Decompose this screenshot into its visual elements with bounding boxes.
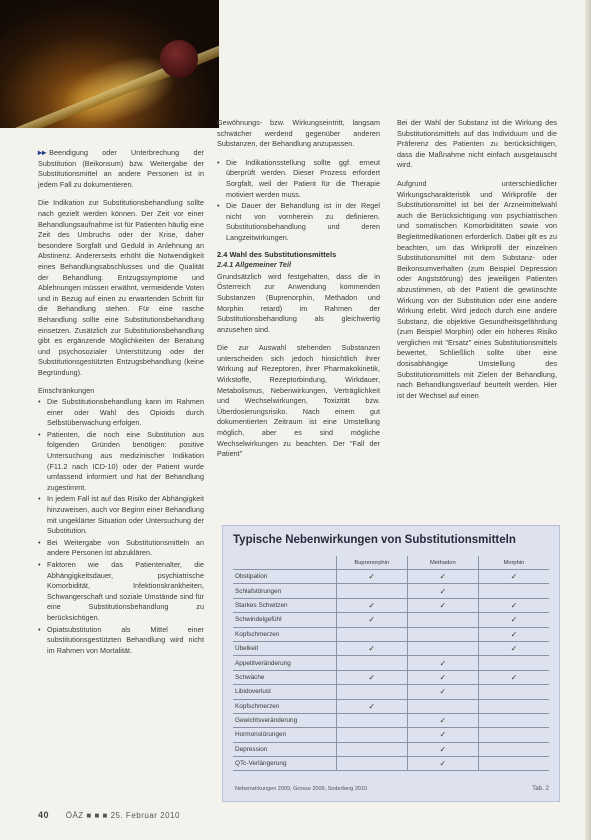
check-mark-icon [336,714,407,727]
check-mark-icon: ✓ [336,613,407,626]
check-mark-icon [336,584,407,597]
table-row-label: QTc-Verlängerung [235,760,287,768]
check-mark-icon [336,728,407,741]
check-mark-icon [407,628,478,641]
check-mark-icon [336,628,407,641]
col2-paragraph-2: Grundsätzlich wird festgehalten, dass die in Österreich zur Anwendung kommenden Substanzen (Buprenorphin, Methadon und Morphin retard) im Rahmen der Substitutionsbehandlung als gleichwertig anzusehen sind. [217,271,380,334]
check-mark-icon [336,757,407,770]
text-column-1 [38,148,204,662]
text-column-2 [217,118,380,468]
page-edge [585,0,591,840]
check-mark-icon: ✓ [478,570,549,583]
table-row [233,599,549,613]
table-source: Nebenwirkungen 2009, Grosse 2009, Soderberg 2010 [235,786,368,792]
photo-object [160,40,198,78]
check-mark-icon: ✓ [478,613,549,626]
check-mark-icon [407,642,478,655]
col1-p1-text: Beendigung oder Unterbrechung der Substitution (Beikonsum) bzw. Weitergabe der Substitutionsmittel an andere Personen ist in jedem Fall zu dokumentieren. [38,148,204,189]
col1-list [38,397,204,656]
check-mark-icon [478,728,549,741]
table-row-label: Gewichtsveränderung [235,717,298,725]
table-row-label: Kopfschmerzen [235,630,280,638]
list-item: • Faktoren wie das Patientenalter, die Abhängigkeitsdauer, psychiatrische Komorbidität, Infektionskrankheiten, Schwangerschaft und soziale Umstände sind für eine Substitutionsbehandlung zu berücksichtigen. [38,560,204,624]
list-item: • Die Indikationsstellung sollte ggf. erneut überprüft werden. Dieser Prozess erfordert Sorgfalt, weil der Patient für die Therapie motiviert werden muss. [217,158,380,200]
check-mark-icon [478,700,549,713]
check-mark-icon [478,656,549,669]
list-item: • Patienten, die noch eine Substitution aus folgenden Gründen benötigen: positive Untersuchung aus medizinischer Indikation (F11.2 nach ICD-10) oder der Patient wurde umfassend informiert und hat der Behandlung zugestimmt. [38,430,204,494]
table-row [233,628,549,642]
subsection-heading: 2.4.1 Allgemeiner Teil [217,260,292,270]
table-header-buprenorphin: Buprenorphin [336,556,407,569]
table-header-row [233,556,549,570]
table-row [233,584,549,598]
table-row-label: Übelkeit [235,645,259,653]
check-mark-icon: ✓ [478,628,549,641]
table-row-label: Appetitveränderung [235,659,291,667]
table-row [233,728,549,742]
list-item: • In jedem Fall ist auf das Risiko der Abhängigkeit hinzuweisen, auch vor Beginn einer Behandlung mit ungeklärter Situation oder Untersuchung der Substitution. [38,494,204,536]
table-header-methadon: Methadon [407,556,478,569]
list-item: • Bei Weitergabe von Substitutionsmitteln an andere Personen ist abzuklären. [38,538,204,559]
check-mark-icon: ✓ [478,671,549,684]
col1-subheading: Einschränkungen [38,386,95,396]
table-row [233,685,549,699]
table-number: Tab. 2 [532,785,549,792]
check-mark-icon [478,743,549,756]
table-row-label: Schwäche [235,673,265,681]
table-row [233,570,549,584]
continuation-arrow-icon: ▸▸ [38,148,47,157]
check-mark-icon: ✓ [478,642,549,655]
table-row-label: Schlafstörungen [235,587,282,595]
check-mark-icon: ✓ [407,685,478,698]
check-mark-icon [478,584,549,597]
check-mark-icon: ✓ [336,700,407,713]
table-row [233,714,549,728]
check-mark-icon: ✓ [336,570,407,583]
list-item: • Die Substitutionsbehandlung kann im Rahmen einer oder Wahl des Opioids durch Selbstüberwachung erfolgen. [38,397,204,429]
check-mark-icon: ✓ [336,599,407,612]
list-item: • Opiatsubstitution als Mittel einer substitutionsgestützten Behandlung wird nicht im Rahmen von Mortalität. [38,625,204,657]
check-mark-icon [336,656,407,669]
table-row-label: Libidoverlust [235,688,271,696]
check-mark-icon: ✓ [407,584,478,597]
check-mark-icon [336,685,407,698]
header-photo [0,0,219,128]
check-mark-icon: ✓ [336,671,407,684]
check-mark-icon [478,714,549,727]
check-mark-icon [407,613,478,626]
table-row [233,642,549,656]
table-row [233,671,549,685]
table-row [233,757,549,771]
table-row [233,700,549,714]
table-row-label: Depression [235,745,268,753]
check-mark-icon: ✓ [407,714,478,727]
table-row-label: Schwindelgefühl [235,616,282,624]
table-row [233,743,549,757]
list-item: • Die Dauer der Behandlung ist in der Regel nicht von vornherein zu definieren. Substitutionsbehandlung und deren Langzeitwirkungen. [217,201,380,243]
page-number: 40 [38,810,50,820]
col3-paragraph-1: Bei der Wahl der Substanz ist die Wirkung des Substitutionsmittels auf das Individuum und die Präferenz des Patienten zu berücksichtigen, dass die Maßnahme nicht einfach ausgetauscht wird. [397,118,557,170]
table-row [233,613,549,627]
table-row-label: Kopfschmerzen [235,702,280,710]
page-footer [38,810,180,820]
col1-paragraph-1 [38,148,204,190]
text-column-3 [397,118,557,409]
check-mark-icon [478,685,549,698]
table-row-label: Starkes Schwitzen [235,601,288,609]
col2-paragraph-1: Gewöhnungs- bzw. Wirkungseintritt, langsam schwächer werdend gegenüber anderen Substanzen, der Behandlung anzupassen. [217,118,380,149]
col3-paragraph-2: Aufgrund unterschiedlicher Wirkungscharakteristik und Wirkprofile der Substitutionsmittel ist bei der Arzneimittelwahl auch die Berücksichtigung von psychiatrischen und somatischen Komorbiditäten sowie von Begleitmedikationen erforderlich. Dabei gilt es zu beachten, um das Wirkprofil der einzelnen Substitutionsmittel mit dem Substanz- oder Beikonsumverhalten (zum Beispiel Depression oder Angststörung) des jeweiligen Patienten abzustimmen, ob der Patient die gewünschte Wirkung von der Substitution oder eine andere Wirkung erlebt. Wird jedoch durch eine andere Substanz, die objektive Gesundheitsgefährdung (zum Beispiel Morphin) oder ein höheres Risiko verglichen mit "Ersatz" eines Substitutionsmittels bewertet, Schließlich sollte über eine dosisabhängige Umstellung des Substitutionsmittels mit Zielen der Behandlung, nach Behandlungsverlauf beurteilt werden. Hier ist der Wechsel auf einen [397,178,557,400]
section-heading: 2.4 Wahl des Substitutionsmittels [217,249,337,259]
check-mark-icon: ✓ [407,757,478,770]
table-title: Typische Nebenwirkungen von Substitutionsmitteln [233,534,516,546]
table-row [233,656,549,670]
check-mark-icon: ✓ [407,570,478,583]
check-mark-icon: ✓ [407,656,478,669]
check-mark-icon: ✓ [336,642,407,655]
check-mark-icon [336,743,407,756]
table-header-morphin: Morphin [478,556,549,569]
check-mark-icon: ✓ [407,743,478,756]
table-row-label: Obstipation [235,573,268,581]
col1-paragraph-2: Die Indikation zur Substitutionsbehandlung sollte nach gezielt werden können. Der Zeit vor einer Behandlungsaufnahme ist für Patienten häufig eine Zeit des Umbruchs oder der Krise, daher besondere Sorgfalt und Geduld in Anlehnung an Abstinenz. Andererseits erhöht die Notwendigkeit eines Behandlungsabschlusses und die Qualität der Behandlung. Entzugssymptome und Ablehnungen müssen erwähnt, vermeidende Voten und in Bezug auf einen zu erwartenden Schritt für die Behandlung stehen. Für eine rasche Behandlung sollte eine Substitutionsbehandlung einsetzen. Zusätzlich zur Substitutionsbehandlung gibt es ergänzende Möglichkeiten der Beratung und psychosozialer Unterstützung oder der Substitutionsgestützten Entzugsbehandlung (keine Begründung). [38,198,204,377]
check-mark-icon: ✓ [478,599,549,612]
col2-paragraph-3: Die zur Auswahl stehenden Substanzen unterscheiden sich jedoch hinsichtlich ihrer Wirkung auf Rezeptoren, ihrer Pharmakokinetik, Wirkstoffe, Rezeptorbindung, Wirkdauer, Metabolismus, Nebenwirkungen, Verträglichkeit und Wechselwirkungen, Toxizität bzw. Überdosierungsrisiko. Nach einem gut dokumentierten Zeitraum ist eine Umstellung möglich, aber es sind mögliche Wechselwirkungen zu beachten. Der "Fall der Patient" [217,343,380,459]
check-mark-icon [478,757,549,770]
journal-info: ÖÄZ ■ ■ ■ 25. Februar 2010 [65,811,180,820]
table-row-label: Hormonstörungen [235,731,287,739]
check-mark-icon: ✓ [407,599,478,612]
col2-list [217,158,380,244]
check-mark-icon: ✓ [407,671,478,684]
side-effects-table [222,525,560,802]
check-mark-icon: ✓ [407,728,478,741]
table-grid [233,556,549,771]
check-mark-icon [407,700,478,713]
